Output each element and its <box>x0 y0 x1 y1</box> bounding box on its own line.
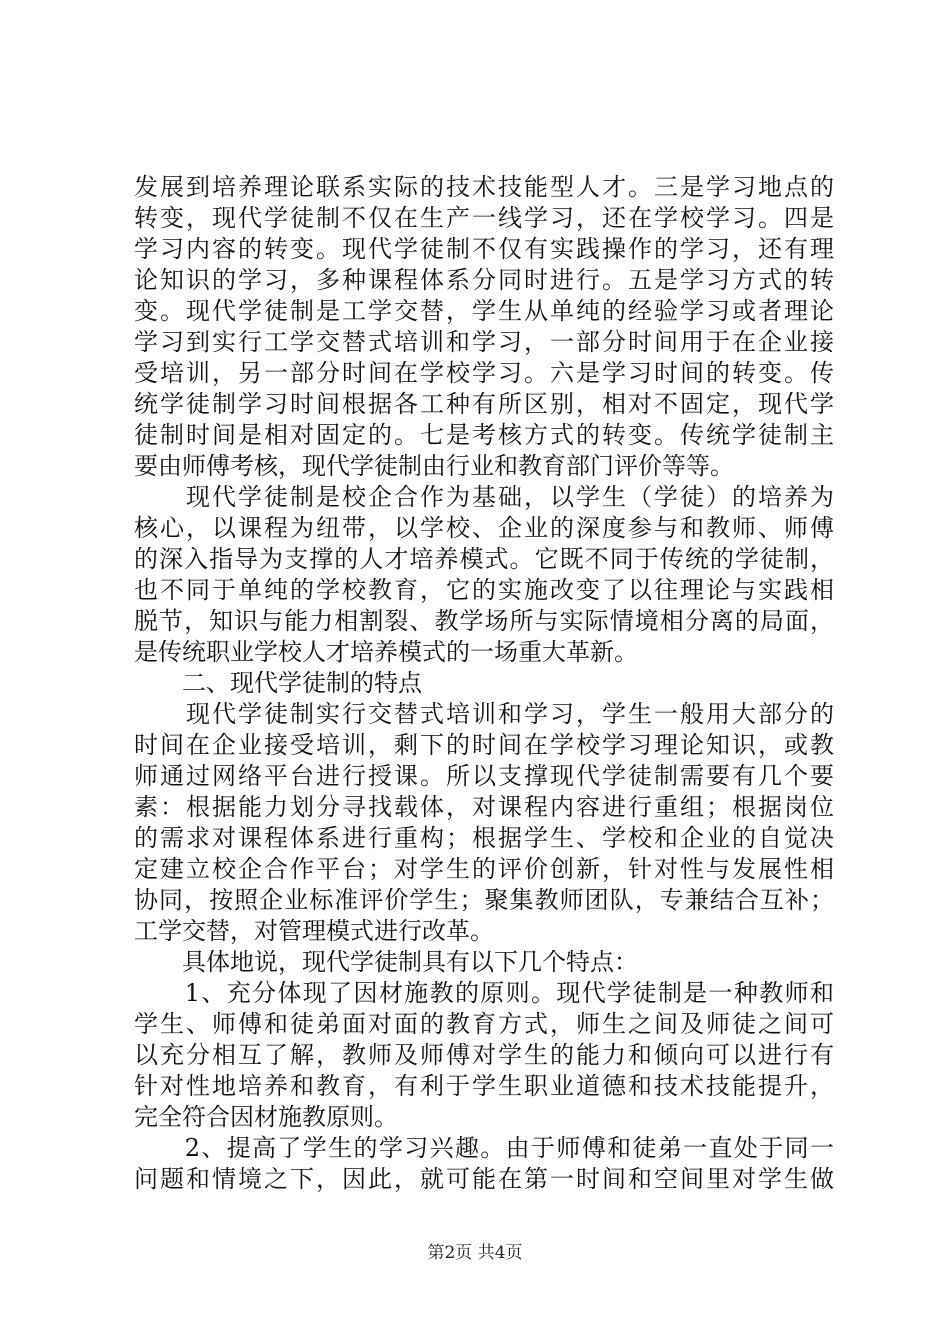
text-line: 时间在企业接受培训，剩下的时间在学校学习理论知识，或教 <box>134 731 834 759</box>
text-line: 定建立校企合作平台；对学生的评价创新，针对性与发展性相 <box>134 855 834 883</box>
body-text <box>134 172 834 1195</box>
text-line: 要由师傅考核，现代学徒制由行业和教育部门评价等等。 <box>134 452 734 480</box>
text-line: 转变，现代学徒制不仅在生产一线学习，还在学校学习。四是 <box>134 204 834 232</box>
text-line: 统学徒制学习时间根据各工种有所区别，相对不固定，现代学 <box>134 390 834 418</box>
text-line: 学习到实行工学交替式培训和学习，一部分时间用于在企业接 <box>134 328 834 356</box>
text-line: 的需求对课程体系进行重构；根据学生、学校和企业的自觉决 <box>134 824 834 852</box>
text-line: 受培训，另一部分时间在学校学习。六是学习时间的转变。传 <box>134 359 834 387</box>
text-line: 以充分相互了解，教师及师傅对学生的能力和倾向可以进行有 <box>134 1041 834 1069</box>
text-line: 师通过网络平台进行授课。所以支撑现代学徒制需要有几个要 <box>134 762 834 790</box>
text-line: 1、充分体现了因材施教的原则。现代学徒制是一种教师和 <box>134 979 834 1007</box>
text-line: 工学交替，对管理模式进行改革。 <box>134 917 494 945</box>
text-line: 完全符合因材施教原则。 <box>134 1103 398 1131</box>
text-line: 的深入指导为支撑的人才培养模式。它既不同于传统的学徒制， <box>134 545 834 573</box>
text-line: 具体地说，现代学徒制具有以下几个特点： <box>134 948 638 976</box>
text-line: 是传统职业学校人才培养模式的一场重大革新。 <box>134 638 638 666</box>
text-line: 论知识的学习，多种课程体系分同时进行。五是学习方式的转 <box>134 266 834 294</box>
text-line: 现代学徒制实行交替式培训和学习，学生一般用大部分的 <box>134 700 834 728</box>
text-line: 素：根据能力划分寻找载体，对课程内容进行重组；根据岗位 <box>134 793 834 821</box>
text-line: 学生、师傅和徒弟面对面的教育方式，师生之间及师徒之间可 <box>134 1010 834 1038</box>
text-line: 学习内容的转变。现代学徒制不仅有实践操作的学习，还有理 <box>134 235 834 263</box>
page-footer: 第2页 共4页 <box>427 1243 523 1263</box>
text-line: 现代学徒制是校企合作为基础，以学生（学徒）的培养为 <box>134 483 834 511</box>
text-line: 变。现代学徒制是工学交替，学生从单纯的经验学习或者理论 <box>134 297 834 325</box>
text-line: 问题和情境之下，因此，就可能在第一时间和空间里对学生做 <box>134 1165 834 1193</box>
text-line: 核心，以课程为纽带，以学校、企业的深度参与和教师、师傅 <box>134 514 834 542</box>
text-line: 针对性地培养和教育，有利于学生职业道德和技术技能提升， <box>134 1072 834 1100</box>
text-line: 二、现代学徒制的特点 <box>134 669 422 697</box>
text-line: 也不同于单纯的学校教育，它的实施改变了以往理论与实践相 <box>134 576 834 604</box>
text-line: 徒制时间是相对固定的。七是考核方式的转变。传统学徒制主 <box>134 421 834 449</box>
text-line: 协同，按照企业标准评价学生；聚集教师团队，专兼结合互补； <box>134 886 834 914</box>
text-line: 脱节，知识与能力相割裂、教学场所与实际情境相分离的局面， <box>134 607 834 635</box>
text-line: 2、提高了学生的学习兴趣。由于师傅和徒弟一直处于同一 <box>134 1134 834 1162</box>
text-line: 发展到培养理论联系实际的技术技能型人才。三是学习地点的 <box>134 173 834 201</box>
